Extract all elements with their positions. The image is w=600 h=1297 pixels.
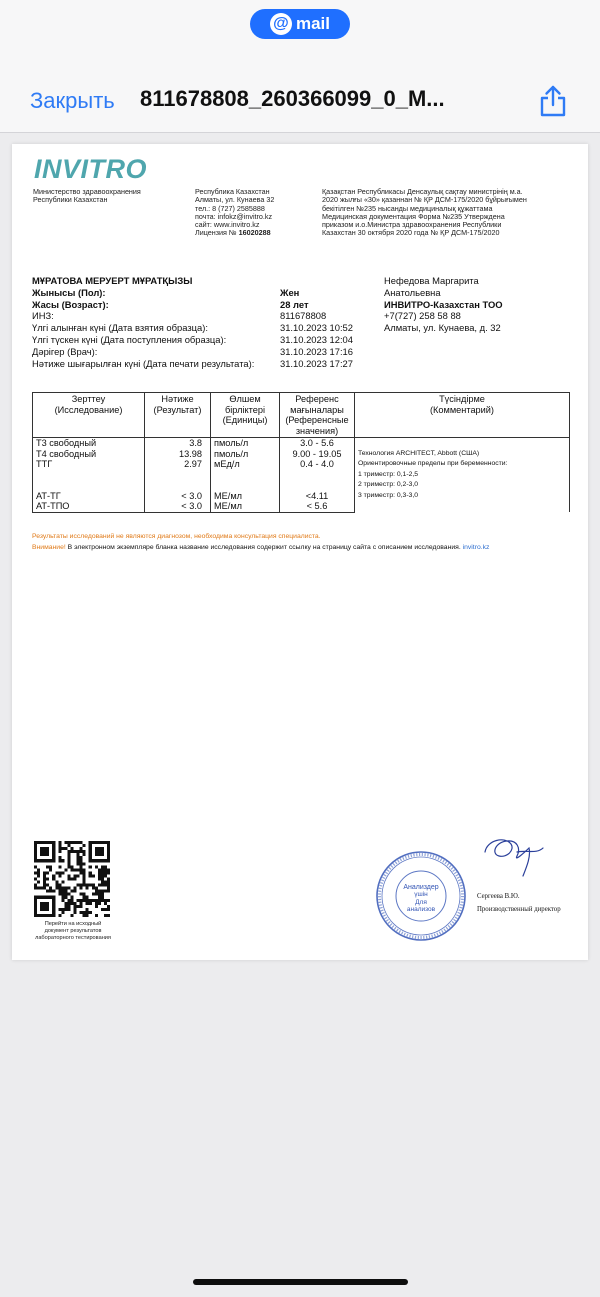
sample-taken-row — [32, 322, 362, 334]
header-line: почта: infokz@invitro.kz — [195, 211, 273, 221]
patient-name: МҰРАТОВА МЕРУЕРТ МҰРАТҚЫЗЫ — [32, 275, 193, 286]
mail-app-badge[interactable] — [250, 9, 350, 39]
field-value: 31.10.2023 17:27 — [280, 357, 353, 369]
signer-title: Производственный директор — [477, 906, 561, 913]
close-button[interactable]: Закрыть — [30, 88, 115, 113]
qr-caption: Перейти на исходный документ результатов лабораторного тестирования — [35, 921, 111, 941]
doctor-name: Анатольевна — [384, 286, 441, 298]
field-value: 31.10.2023 17:16 — [280, 345, 353, 357]
column-header: Зерттеу (Исследование) — [33, 393, 145, 438]
patient-sex-row — [32, 287, 362, 299]
header-line: тел.: 8 (727) 2585888 — [195, 203, 265, 213]
field-value: Жен — [280, 286, 300, 298]
test-unit: мЕд/л — [211, 459, 280, 470]
results-table — [32, 392, 570, 513]
field-label: Үлгі алынған күні (Дата взятия образца): — [32, 322, 208, 334]
header-line: сайт: www.invitro.kz — [195, 220, 260, 230]
field-value: 31.10.2023 12:04 — [280, 333, 353, 345]
license-number: 16020288 — [238, 228, 271, 238]
test-unit: МЕ/мл — [211, 491, 280, 502]
test-reference: 0.4 - 4.0 — [280, 459, 355, 470]
test-reference: < 5.6 — [280, 501, 355, 512]
warning-label: Внимание! — [32, 544, 66, 551]
diagnosis-note: Результаты исследований не являются диагнозом, необходима консультация специалиста. — [32, 533, 321, 540]
doctor-row — [32, 346, 362, 358]
field-label: Жынысы (Пол): — [32, 286, 106, 298]
field-label: ИНЗ: — [32, 310, 54, 322]
header-form-info — [322, 188, 527, 238]
license-line — [195, 229, 274, 237]
doctor-info — [384, 275, 503, 334]
field-label: Жасы (Возраст): — [32, 298, 109, 310]
header-line: приказом и.о.Министра здравоохранения Республики — [322, 220, 502, 230]
home-indicator[interactable] — [193, 1279, 408, 1285]
print-date-row — [32, 358, 362, 370]
lab-stamp — [374, 849, 468, 943]
header-address — [195, 188, 274, 238]
test-name: Т4 свободный — [33, 449, 145, 460]
test-reference: 3.0 - 5.6 — [280, 438, 355, 449]
organization-name: ИНВИТРО-Казахстан ТОО — [384, 298, 503, 310]
doctor-name: Нефедова Маргарита — [384, 275, 479, 286]
field-value: 28 лет — [280, 298, 309, 310]
header-line: Алматы, ул. Кунаева 32 — [195, 195, 275, 205]
organization-phone: +7(727) 258 58 88 — [384, 310, 461, 322]
at-sign-icon: @ — [270, 13, 292, 35]
test-name: АТ-ТПО — [33, 501, 145, 512]
test-result: < 3.0 — [145, 501, 211, 512]
field-label: Үлгі түскен күні (Дата поступления образца): — [32, 333, 227, 345]
header-line: бекітілген №235 нысанды медициналық құжаттама — [322, 203, 493, 213]
warning-note — [32, 544, 489, 551]
header-line: Министерство здравоохранения — [33, 187, 141, 196]
invitro-link[interactable]: invitro.kz — [462, 544, 490, 551]
director-signature — [477, 832, 549, 884]
svg-text:Анализдер: Анализдер — [403, 884, 439, 891]
patient-info — [32, 275, 362, 369]
svg-text:Для: Для — [415, 899, 427, 906]
test-name: Т3 свободный — [33, 438, 145, 449]
invitro-logo: INVITRO — [34, 154, 148, 184]
patient-age-row — [32, 299, 362, 311]
test-name: ТТГ — [33, 459, 145, 470]
sample-received-row — [32, 334, 362, 346]
qr-code[interactable] — [34, 841, 110, 917]
mail-label: mail — [295, 14, 331, 33]
table-row — [33, 438, 570, 449]
patient-inz-row — [32, 310, 362, 322]
field-value: 31.10.2023 10:52 — [280, 322, 353, 334]
field-value: 811678808 — [280, 310, 327, 322]
column-header: Референс мағыналары (Референсные значения) — [280, 393, 355, 438]
viewer-top-bar — [0, 0, 600, 133]
column-header: Түсіндірме (Комментарий) — [355, 393, 570, 438]
test-reference: <4.11 — [280, 491, 355, 502]
test-result: 2.97 — [145, 459, 211, 470]
column-header: Өлшем бірліктері (Единицы) — [211, 393, 280, 438]
header-line: Қазақстан Республикасы Денсаулық сақтау министрінің м.а. — [322, 187, 523, 196]
column-header: Нәтиже (Результат) — [145, 393, 211, 438]
header-line: 2020 жылғы «30» қазаннан № ҚР ДСМ-175/2020 бұйрығымен — [322, 195, 527, 205]
file-title: 811678808_260366099_0_M... — [140, 86, 445, 111]
document-page — [12, 144, 588, 960]
field-label: Нәтиже шығарылған күні (Дата печати результата): — [32, 357, 255, 369]
test-result: 13.98 — [145, 449, 211, 460]
test-result: < 3.0 — [145, 491, 211, 502]
header-line: Республики Казахстан — [33, 195, 108, 205]
header-ministry — [33, 188, 141, 205]
test-unit: пмоль/л — [211, 438, 280, 449]
header-line: Казахстан 30 октября 2020 года № ҚР ДСМ-175/2020 — [322, 228, 500, 238]
share-icon[interactable] — [537, 84, 569, 118]
svg-text:үшін: үшін — [414, 891, 428, 898]
header-line: Республика Казахстан — [195, 187, 270, 196]
test-name: АТ-ТГ — [33, 491, 145, 502]
test-result: 3.8 — [145, 438, 211, 449]
organization-address: Алматы, ул. Кунаева, д. 32 — [384, 322, 501, 334]
test-unit: пмоль/л — [211, 449, 280, 460]
test-comment: Технология ARCHITECT, Abbott (США) Ориентировочные пределы при беременности: 1 триместр: 0,1-2,5 2 триместр: 0,2-3,0 3 триместр: 0,3-3,0 — [355, 438, 570, 513]
test-unit: МЕ/мл — [211, 501, 280, 512]
license-label: Лицензия № — [195, 228, 237, 238]
table-header-row — [33, 393, 570, 438]
field-label: Дәрігер (Врач): — [32, 345, 98, 357]
signer-name: Сергеева В.Ю. — [477, 893, 520, 900]
warning-text: В электронном экземпляре бланка название исследования содержит ссылку на страницу сайта с описанием исследования. — [67, 544, 461, 551]
test-reference: 9.00 - 19.05 — [280, 449, 355, 460]
svg-text:анализов: анализов — [406, 906, 436, 913]
header-line: Медицинская документация Форма №235 Утверждена — [322, 211, 505, 221]
